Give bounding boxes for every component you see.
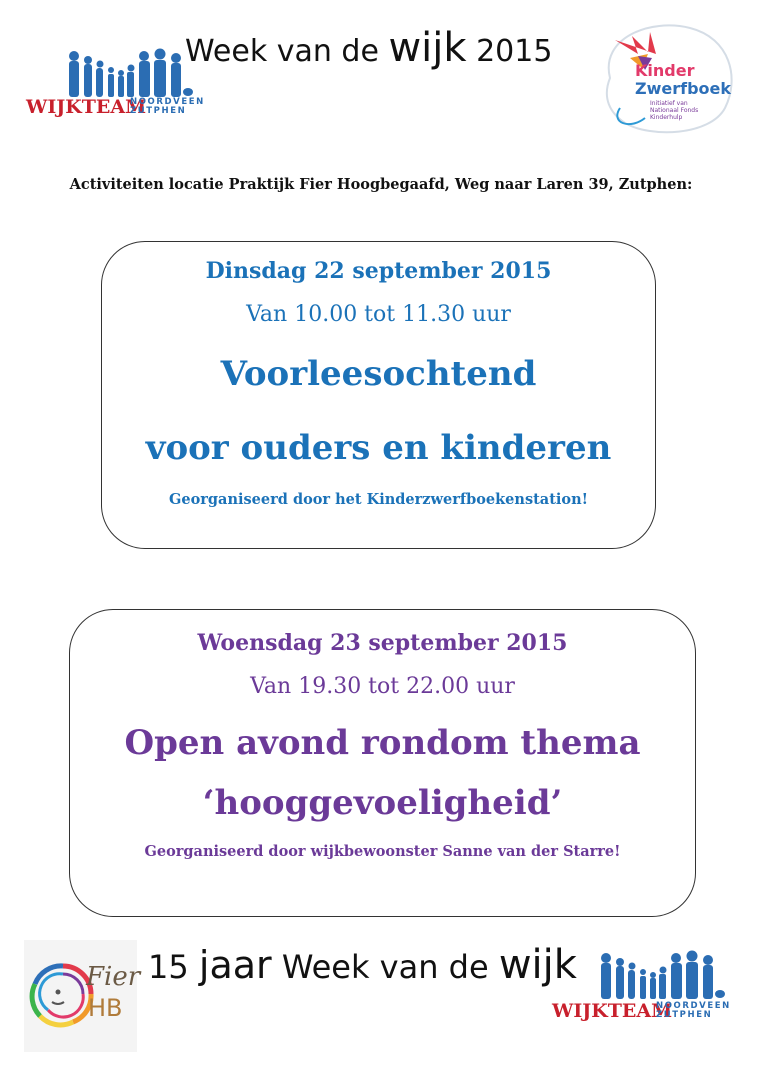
- people-silhouette-icon: [596, 950, 726, 1000]
- event-time: Van 19.30 tot 22.00 uur: [250, 674, 515, 699]
- page-title: Week van de wijk 2015: [185, 25, 553, 71]
- kinder-tagline: Initiatief van Nationaal Fonds Kinderhulp: [650, 100, 699, 121]
- event-box-1: [101, 241, 656, 549]
- people-silhouette-icon: [64, 48, 194, 98]
- event-box-2: [69, 609, 696, 917]
- wijkteam-wordmark: WIJKTEAM: [26, 96, 147, 118]
- fier-hb-logo: [24, 940, 141, 1052]
- event-organizer: Georganiseerd door wijkbewoonster Sanne van der Starre!: [144, 843, 621, 860]
- event-time: Van 10.00 tot 11.30 uur: [246, 302, 511, 327]
- wijkteam-logo: [22, 48, 212, 128]
- wijkteam-subtext: NOORDVEEN ZUTPHEN: [130, 97, 205, 116]
- kinder-wordmark: Kinder Zwerfboek: [635, 61, 732, 98]
- wijkteam-logo-bottom: [548, 950, 743, 1030]
- kinderzwerfboek-logo: [590, 18, 740, 138]
- wijkteam-wordmark: WIJKTEAM: [552, 1000, 673, 1022]
- wijkteam-subtext: NOORDVEEN ZUTPHEN: [656, 1001, 731, 1020]
- footer-title: 15 jaar Week van de wijk: [148, 942, 577, 988]
- event-heading: Voorleesochtend voor ouders en kinderen: [145, 354, 612, 468]
- event-heading: Open avond rondom thema ‘hooggevoeligheid’: [124, 723, 641, 823]
- fier-text: Fier: [86, 962, 141, 992]
- event-date: Dinsdag 22 september 2015: [205, 258, 552, 284]
- location-subtitle: Activiteiten locatie Praktijk Fier Hoogbegaafd, Weg naar Laren 39, Zutphen:: [69, 176, 693, 193]
- event-date: Woensdag 23 september 2015: [197, 630, 568, 656]
- event-organizer: Georganiseerd door het Kinderzwerfboekenstation!: [169, 491, 588, 508]
- hb-text: HB: [88, 994, 123, 1022]
